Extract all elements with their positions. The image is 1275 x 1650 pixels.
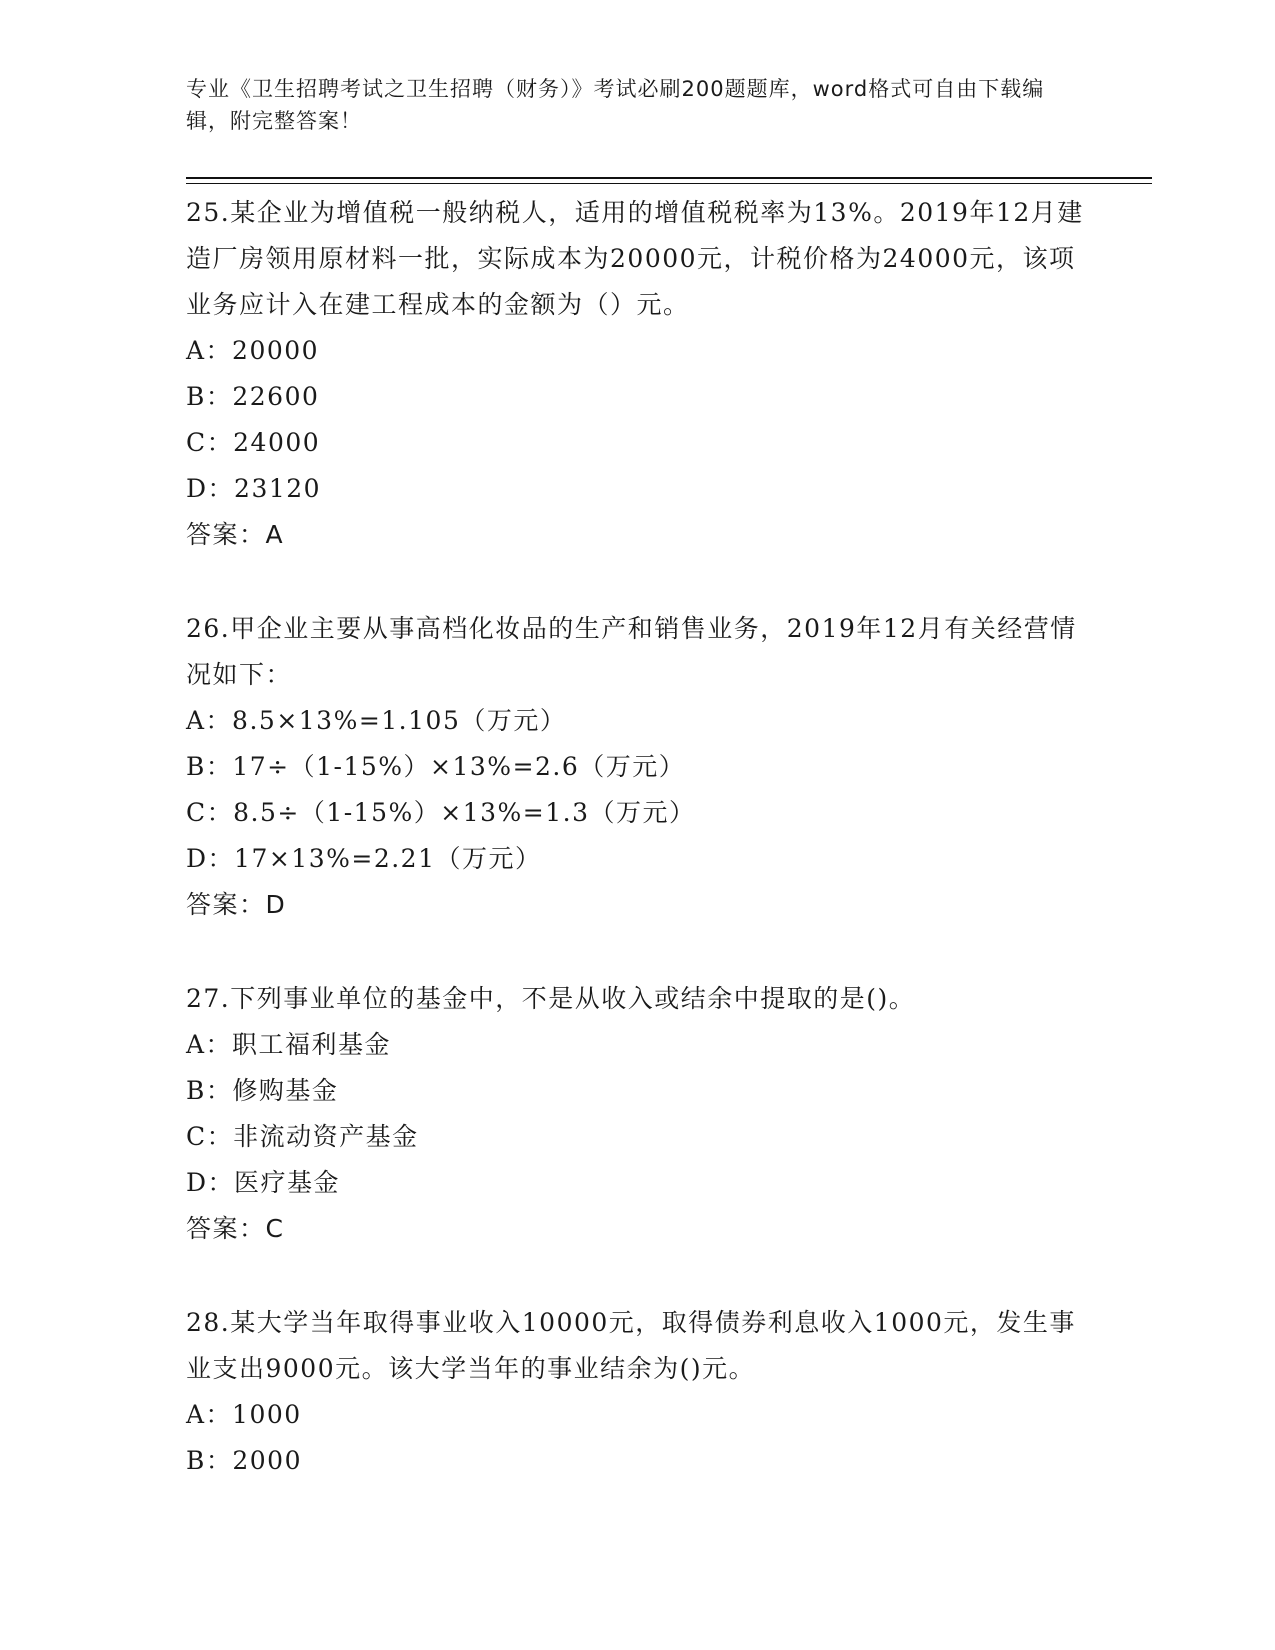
option-a: A：8.5×13%=1.105（万元） xyxy=(186,706,567,735)
option-b: B：22600 xyxy=(186,382,320,411)
document-header xyxy=(186,73,1066,137)
question-text: 27.下列事业单位的基金中，不是从收入或结余中提取的是()。 xyxy=(186,984,916,1013)
header-divider-thin xyxy=(186,183,1152,184)
question-28 xyxy=(186,1300,1086,1484)
question-text: 25.某企业为增值税一般纳税人，适用的增值税税率为13%。2019年12月建造厂房领用原材料一批，实际成本为20000元，计税价格为24000元，该项业务应计入在建工程成本的金额为（）元。 xyxy=(186,198,1084,319)
option-d: D：医疗基金 xyxy=(186,1168,341,1197)
question-list xyxy=(186,190,1086,1532)
header-divider-thick xyxy=(186,177,1152,179)
question-text: 28.某大学当年取得事业收入10000元，取得债券利息收入1000元，发生事业支出9000元。该大学当年的事业结余为()元。 xyxy=(186,1308,1076,1383)
header-title: 专业《卫生招聘考试之卫生招聘（财务）》考试必刷200题题库，word格式可自由下载编辑，附完整答案！ xyxy=(186,77,1045,133)
option-c: C：24000 xyxy=(186,428,321,457)
answer: 答案：C xyxy=(186,1214,285,1243)
option-b: B：17÷（1-15%）×13%=2.6（万元） xyxy=(186,752,686,781)
option-a: A：职工福利基金 xyxy=(186,1030,392,1059)
question-27 xyxy=(186,976,1086,1252)
question-25 xyxy=(186,190,1086,558)
answer: 答案：A xyxy=(186,520,285,549)
option-a: A：1000 xyxy=(186,1400,302,1429)
question-text: 26.甲企业主要从事高档化妆品的生产和销售业务，2019年12月有关经营情况如下： xyxy=(186,614,1077,689)
option-a: A：20000 xyxy=(186,336,320,365)
option-d: D：17×13%=2.21（万元） xyxy=(186,844,542,873)
option-b: B：2000 xyxy=(186,1446,302,1475)
option-d: D：23120 xyxy=(186,474,322,503)
option-c: C：非流动资产基金 xyxy=(186,1122,419,1151)
option-b: B：修购基金 xyxy=(186,1076,339,1105)
option-c: C：8.5÷（1-15%）×13%=1.3（万元） xyxy=(186,798,696,827)
question-26 xyxy=(186,606,1086,928)
answer: 答案：D xyxy=(186,890,287,919)
